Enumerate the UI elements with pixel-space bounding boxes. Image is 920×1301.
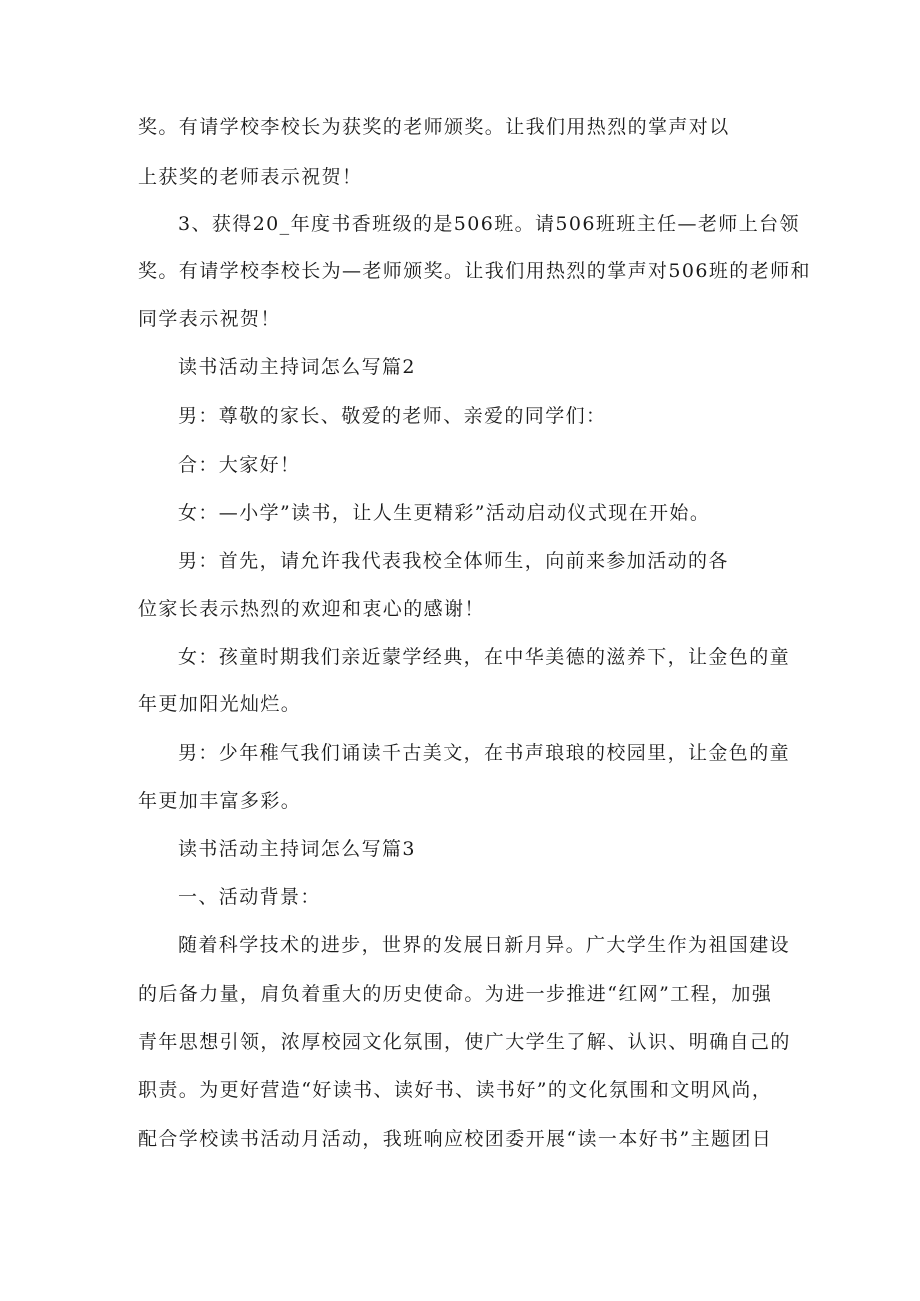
- text-line: 合：大家好！: [178, 454, 301, 476]
- text-line: 随着科学技术的进步，世界的发展日新月异。广大学生作为祖国建设: [178, 934, 791, 956]
- text-line: 的后备力量，肩负着重大的历史使命。为进一步推进“红网”工程，加强: [138, 983, 773, 1005]
- text-line: 一、活动背景：: [178, 886, 321, 908]
- section-heading: 读书活动主持词怎么写篇3: [178, 838, 416, 860]
- text-line: 位家长表示热烈的欢迎和衷心的感谢！: [138, 598, 485, 620]
- text-line: 年更加阳光灿烂。: [138, 693, 302, 715]
- text-line: 奖。有请学校李校长为—老师颁奖。让我们用热烈的掌声对506班的老师和: [138, 260, 811, 282]
- text-line: 职责。为更好营造“好读书、读好书、读书好”的文化氛围和文明风尚，: [138, 1079, 773, 1101]
- section-heading: 读书活动主持词怎么写篇2: [178, 356, 416, 378]
- text-line: 女：—小学”读书，让人生更精彩”活动启动仪式现在开始。: [178, 502, 711, 524]
- text-line: 同学表示祝贺！: [138, 308, 281, 330]
- text-line: 女：孩童时期我们亲近蒙学经典，在中华美德的滋养下，让金色的童: [178, 646, 791, 668]
- text-line: 男：首先，请允许我代表我校全体师生，向前来参加活动的各: [178, 550, 729, 572]
- text-line: 3、获得20_年度书香班级的是506班。请506班班主任—老师上台领: [178, 213, 800, 235]
- text-line: 年更加丰富多彩。: [138, 790, 302, 812]
- text-line: 男：尊敬的家长、敬爱的老师、亲爱的同学们：: [178, 405, 607, 427]
- text-line: 配合学校读书活动月活动，我班响应校团委开展“读一本好书”主题团日: [138, 1128, 773, 1150]
- text-line: 上获奖的老师表示祝贺！: [138, 166, 363, 188]
- text-line: 奖。有请学校李校长为获奖的老师颁奖。让我们用热烈的掌声对以: [138, 116, 730, 138]
- text-line: 男：少年稚气我们诵读千古美文，在书声琅琅的校园里，让金色的童: [178, 742, 791, 764]
- text-line: 青年思想引领，浓厚校园文化氛围，使广大学生了解、认识、明确自己的: [138, 1031, 791, 1053]
